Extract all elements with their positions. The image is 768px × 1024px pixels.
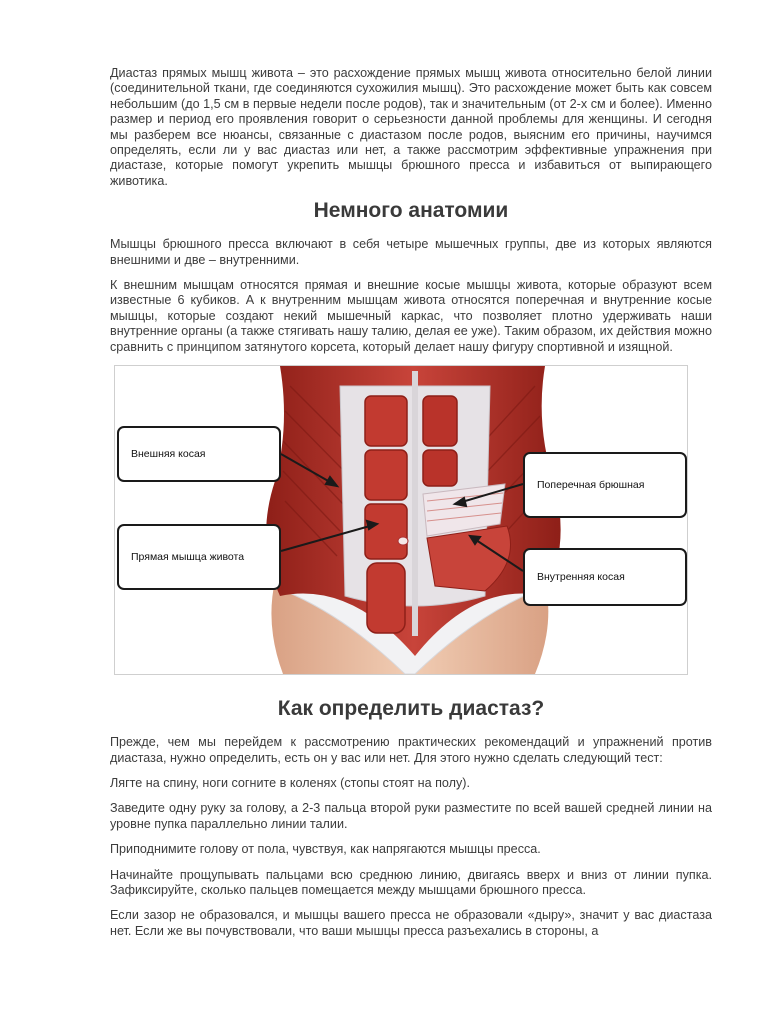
diagnosis-step-4: Начинайте прощупывать пальцами всю среднюю линию, двигаясь вверх и вниз от линии пупка. Зафиксируйте, сколько пальцев помещается между мышцами брюшного пресса.	[110, 867, 712, 897]
label-external-oblique: Внешняя косая	[131, 448, 206, 461]
diagnosis-step-1: Лягте на спину, ноги согните в коленях (стопы стоят на полу).	[110, 775, 470, 790]
diagnosis-paragraph: Прежде, чем мы перейдем к рассмотрению практических рекомендаций и упражнений против диастаза, нужно определить, есть он у вас или нет. Для этого нужно сделать следующий тест:	[110, 735, 712, 765]
callout-rectus	[117, 524, 281, 590]
callout-internal-oblique	[523, 548, 687, 606]
diagnosis-result: Если зазор не образовался, и мышцы вашего пресса не образовали «дыру», значит у вас диастаза нет. Если же вы почувствовали, что ваши мышцы пресса разъехались в стороны, а	[110, 908, 712, 938]
label-transverse: Поперечная брюшная	[537, 479, 645, 492]
navel	[398, 537, 408, 545]
callout-transverse	[523, 452, 687, 518]
article	[110, 66, 712, 949]
callout-external-oblique	[117, 426, 281, 482]
diagnosis-step-2: Заведите одну руку за голову, а 2-3 пальца второй руки разместите по всей вашей средней линии на уровне пупка параллельно линии талии.	[110, 801, 712, 831]
rectus-left	[365, 396, 407, 633]
diagnosis-heading: Как определить диастаз?	[277, 697, 545, 721]
anatomy-paragraph-1: Мышцы брюшного пресса включают в себя четыре мышечных группы, две из которых являются внешними и две – внутренними.	[110, 237, 712, 267]
anatomy-paragraph-2: К внешним мышцам относятся прямая и внешние косые мышцы живота, которые образуют всем известные 6 кубиков. А к внутренним мышцам живота относятся поперечная и внутренние косые мышцы, которые создают некий мышечный каркас, что позволяет плотно удерживать наши внутренние органы (а также стягивать нашу талию, делая ее уже). Таким образом, их действия можно сравнить с принципом затянутого корсета, который делает нашу фигуру спортивной и изящной.	[110, 278, 712, 354]
label-internal-oblique: Внутренняя косая	[537, 571, 625, 584]
anatomy-heading: Немного анатомии	[313, 199, 509, 223]
rectus-right	[423, 396, 457, 486]
diagnosis-step-3: Приподнимите голову от пола, чувствуя, как напрягаются мышцы пресса.	[110, 842, 541, 857]
label-rectus: Прямая мышца живота	[131, 551, 245, 564]
abdominal-muscles-figure	[114, 365, 688, 675]
abdominal-muscles-illustration	[115, 366, 687, 674]
intro-paragraph: Диастаз прямых мышц живота – это расхождение прямых мышц живота относительно белой линии (соединительной ткани, где соединяются сухожилия мышц). Это расхождение может быть как совсем небольшим (до 1,5 см в первые недели после родов), так и значительным (от 2-х см и более). Именно размер и период его проявления говорит о серьезности данной проблемы для женщины. И сегодня мы разберем все нюансы, связанные с диастазом после родов, выясним его причины, научимся определять, если ли у вас диастаз или нет, а также рассмотрим эффективные упражнения при диастазе, которые помогут укрепить мышцы брюшного пресса и избавиться от выпирающего животика.	[110, 66, 712, 188]
